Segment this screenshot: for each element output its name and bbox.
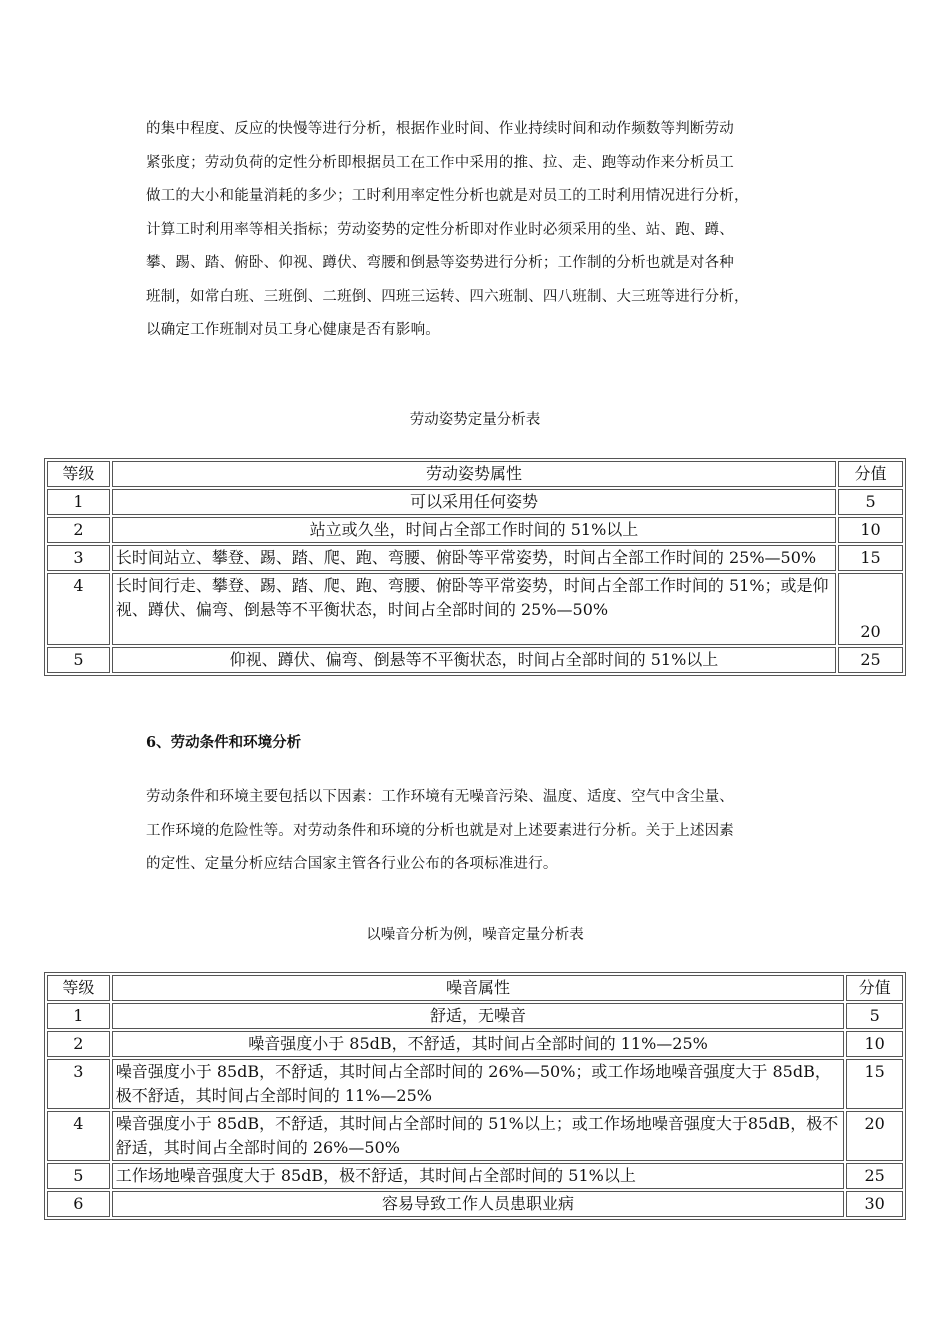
header-level: 等级 — [47, 975, 110, 1001]
cell-score: 20 — [838, 573, 903, 645]
cell-score: 25 — [838, 647, 903, 673]
section-paragraph — [146, 781, 826, 882]
cell-score: 10 — [838, 517, 903, 543]
table-row — [47, 1111, 903, 1161]
cell-score: 5 — [838, 489, 903, 515]
cell-attribute: 仰视、蹲伏、偏弯、倒悬等不平衡状态，时间占全部时间的 51%以上 — [112, 647, 836, 673]
cell-level: 6 — [47, 1191, 110, 1217]
noise-score-table — [44, 972, 906, 1220]
paragraph-line: 的集中程度、反应的快慢等进行分析，根据作业时间、作业持续时间和动作频数等判断劳动 — [146, 121, 734, 137]
paragraph-line: 以确定工作班制对员工身心健康是否有影响。 — [146, 322, 440, 338]
cell-attribute: 噪音强度小于 85dB，不舒适，其时间占全部时间的 51%以上；或工作场地噪音强度大于85dB，极不舒适，其时间占全部时间的 26%—50% — [112, 1111, 845, 1161]
paragraph-line: 攀、踢、踏、俯卧、仰视、蹲伏、弯腰和倒悬等姿势进行分析；工作制的分析也就是对各种 — [146, 255, 734, 271]
header-attribute: 噪音属性 — [112, 975, 845, 1001]
cell-level: 4 — [47, 573, 110, 645]
intro-paragraph — [146, 113, 826, 348]
section-heading: 6、劳动条件和环境分析 — [146, 734, 302, 751]
table-row — [47, 545, 903, 571]
cell-attribute: 舒适，无噪音 — [112, 1003, 845, 1029]
cell-attribute: 噪音强度小于 85dB，不舒适，其时间占全部时间的 11%—25% — [112, 1031, 845, 1057]
header-score: 分值 — [838, 461, 903, 487]
table-row — [47, 1003, 903, 1029]
cell-score: 10 — [846, 1031, 903, 1057]
paragraph-line: 紧张度；劳动负荷的定性分析即根据员工在工作中采用的推、拉、走、跑等动作来分析员工 — [146, 154, 734, 171]
header-score: 分值 — [846, 975, 903, 1001]
table-row — [47, 573, 903, 645]
table-row — [47, 1059, 903, 1109]
cell-attribute: 站立或久坐，时间占全部工作时间的 51%以上 — [112, 517, 836, 543]
table-header-row — [47, 461, 903, 487]
table2-caption: 以噪音分析为例，噪音定量分析表 — [366, 927, 584, 943]
paragraph-line: 计算工时利用率等相关指标；劳动姿势的定性分析即对作业时必须采用的坐、站、跑、蹲、 — [146, 221, 734, 238]
cell-level: 2 — [47, 517, 110, 543]
cell-score: 30 — [846, 1191, 903, 1217]
paragraph-line: 工作环境的危险性等。对劳动条件和环境的分析也就是对上述要素进行分析。关于上述因素 — [146, 822, 734, 839]
cell-level: 1 — [47, 489, 110, 515]
cell-level: 1 — [47, 1003, 110, 1029]
table-row — [47, 489, 903, 515]
cell-level: 4 — [47, 1111, 110, 1161]
table-row — [47, 647, 903, 673]
table-row — [47, 1031, 903, 1057]
cell-attribute: 长时间行走、攀登、踢、踏、爬、跑、弯腰、俯卧等平常姿势，时间占全部工作时间的 51%；或是仰视、蹲伏、偏弯、倒悬等不平衡状态，时间占全部时间的 25%—50% — [112, 573, 836, 645]
cell-attribute: 长时间站立、攀登、踢、踏、爬、跑、弯腰、俯卧等平常姿势，时间占全部工作时间的 25%—50% — [112, 545, 836, 571]
cell-score: 20 — [846, 1111, 903, 1161]
table-row — [47, 1191, 903, 1217]
cell-score: 15 — [838, 545, 903, 571]
header-attribute: 劳动姿势属性 — [112, 461, 836, 487]
table1-caption: 劳动姿势定量分析表 — [409, 412, 541, 428]
paragraph-line: 劳动条件和环境主要包括以下因素：工作环境有无噪音污染、温度、适度、空气中含尘量、 — [146, 789, 734, 805]
cell-attribute: 容易导致工作人员患职业病 — [112, 1191, 845, 1217]
cell-attribute: 可以采用任何姿势 — [112, 489, 836, 515]
paragraph-line: 做工的大小和能量消耗的多少；工时利用率定性分析也就是对员工的工时利用情况进行分析， — [146, 188, 749, 204]
cell-level: 5 — [47, 1163, 110, 1189]
cell-attribute: 噪音强度小于 85dB，不舒适，其时间占全部时间的 26%—50%；或工作场地噪音强度大于 85dB，极不舒适，其时间占全部时间的 11%—25% — [112, 1059, 845, 1109]
paragraph-line: 班制，如常白班、三班倒、二班倒、四班三运转、四六班制、四八班制、大三班等进行分析， — [146, 288, 749, 305]
cell-attribute: 工作场地噪音强度大于 85dB，极不舒适，其时间占全部时间的 51%以上 — [112, 1163, 845, 1189]
cell-level: 3 — [47, 1059, 110, 1109]
cell-level: 3 — [47, 545, 110, 571]
cell-score: 5 — [846, 1003, 903, 1029]
cell-score: 15 — [846, 1059, 903, 1109]
header-level: 等级 — [47, 461, 110, 487]
cell-level: 5 — [47, 647, 110, 673]
table-header-row — [47, 975, 903, 1001]
cell-level: 2 — [47, 1031, 110, 1057]
paragraph-line: 的定性、定量分析应结合国家主管各行业公布的各项标准进行。 — [146, 856, 558, 872]
posture-score-table — [44, 458, 906, 676]
table-row — [47, 1163, 903, 1189]
cell-score: 25 — [846, 1163, 903, 1189]
table-row — [47, 517, 903, 543]
